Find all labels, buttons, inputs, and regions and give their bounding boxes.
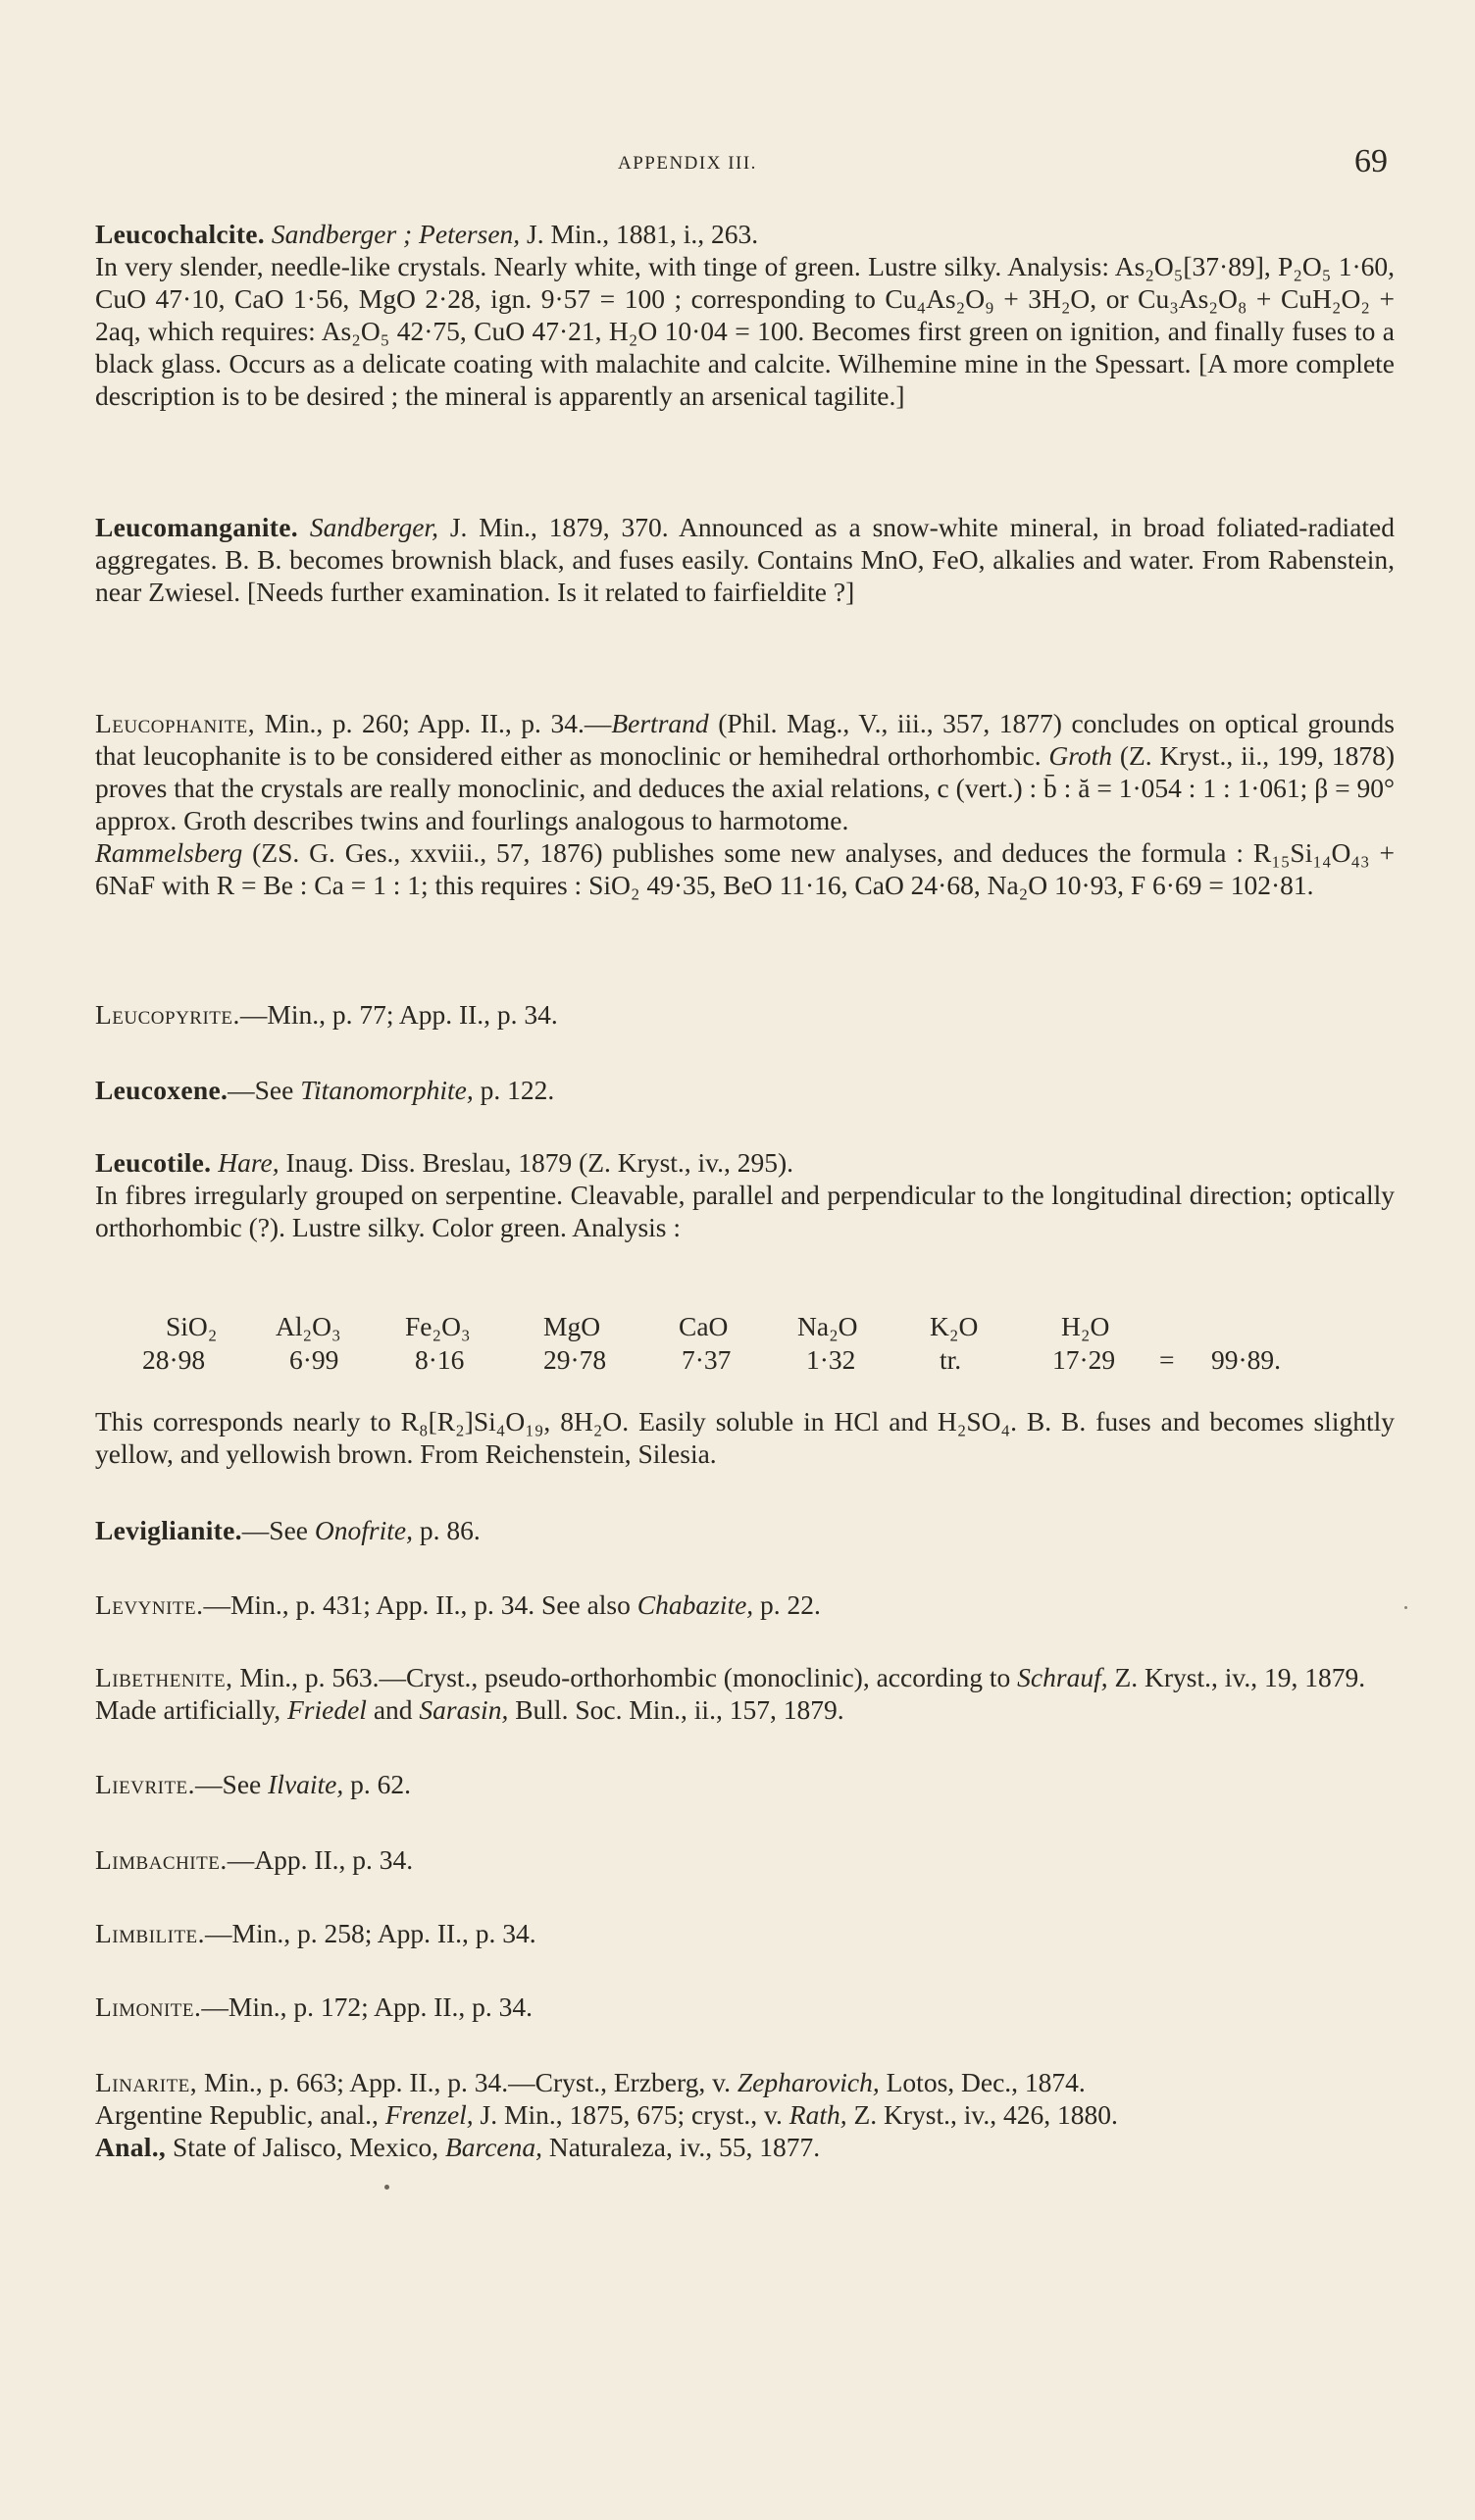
print-speck <box>384 2185 389 2190</box>
cross-reference: Ilvaite, <box>268 1769 344 1799</box>
entry-leviglianite <box>95 1514 1395 1546</box>
entry-text: —See <box>241 1515 315 1545</box>
entry-title: Leviglianite. <box>95 1515 242 1545</box>
entry-text: Bull. Soc. Min., ii., 157, 1879. <box>508 1694 844 1725</box>
analysis-header: Na₂O <box>797 1311 858 1341</box>
entry-author: Rath, <box>788 2099 847 2130</box>
entry-leucomanganite <box>95 511 1395 608</box>
entry-libethenite <box>95 1661 1395 1726</box>
analysis-header: SiO₂ <box>166 1311 218 1341</box>
entry-authors: Sandberger, <box>309 512 438 542</box>
analysis-value: tr. <box>940 1344 962 1375</box>
cross-reference: Onofrite, <box>314 1515 413 1545</box>
entry-leucotile-conclusion <box>95 1405 1395 1470</box>
print-speck <box>1404 1606 1407 1609</box>
entry-author: Hare, <box>218 1147 280 1178</box>
entry-title: Leucotile. <box>95 1147 212 1178</box>
analysis-total: 99·89. <box>1211 1344 1282 1375</box>
page-number: 69 <box>1354 143 1388 179</box>
cross-reference: Chabazite, <box>636 1589 754 1620</box>
entry-text: J. Min., 1875, 675; cryst., v. <box>473 2099 789 2130</box>
entry-title: Limbilite. <box>95 1918 206 1948</box>
analysis-header: H₂O <box>1061 1311 1110 1341</box>
analysis-header: Al₂O₃ <box>276 1311 341 1341</box>
entry-text: Made artificially, <box>95 1694 287 1725</box>
entry-text: (ZS. G. Ges., xxviii., 57, 1876) publishes some new analyses, and deduces the formula : R₁₅Si₁₄O₄₃ + 6NaF with R = Be : Ca = 1 : 1; this requires : SiO₂ 49·35, BeO 11·16, CaO 24·68, Na₂O 10·93, F 6·69 = 102·81. <box>95 837 1395 900</box>
entry-title: Leucophanite, <box>95 708 256 738</box>
entry-text: p. 86. <box>412 1515 481 1545</box>
entry-leucotile <box>95 1146 1395 1243</box>
entry-title: Levynite. <box>95 1589 204 1620</box>
entry-author: Bertrand <box>611 708 709 738</box>
analysis-value: 7·37 <box>682 1344 732 1375</box>
entry-text: —Min., p. 77; App. II., p. 34. <box>239 999 558 1030</box>
entry-title: Leucopyrite. <box>95 999 240 1030</box>
entry-text: p. 22. <box>753 1589 821 1620</box>
entry-text: —Min., p. 431; App. II., p. 34. See also <box>203 1589 637 1620</box>
entry-text: Naturaleza, iv., 55, 1877. <box>542 2132 821 2162</box>
analysis-header: MgO <box>543 1311 601 1341</box>
entry-text: In very slender, needle-like crystals. Nearly white, with tinge of green. Lustre silky. Analysis: As₂O₅[37·89], P₂O₅ 1·60, CuO 47·10, CaO 1·56, MgO 2·28, ign. 9·57 = 100 ; corresponding to Cu₄As₂O₉ + 3H₂O, or Cu₃As₂O₈ + CuH₂O₂ + 2aq, which requires: As₂O₅ 42·75, CuO 47·21, H₂O 10·04 = 100. Becomes first green on ignition, and finally fuses to a black glass. Occurs as a delicate coating with malachite and calcite. Wilhemine mine in the Spessart. [A more complete description is to be desired ; the mineral is apparently an arsenical tagilite.] <box>95 251 1395 411</box>
analysis-value: 17·29 <box>1052 1344 1116 1375</box>
entry-text: and <box>366 1694 420 1725</box>
entry-reference: J. Min., 1881, i., 263. <box>520 219 759 249</box>
entry-lievrite <box>95 1768 1395 1800</box>
analysis-value: 8·16 <box>415 1344 465 1375</box>
entry-authors: Sandberger ; Petersen, <box>271 219 521 249</box>
entry-author: Rammelsberg <box>95 837 243 868</box>
entry-leucoxene <box>95 1074 1395 1106</box>
entry-author: Schrauf, <box>1017 1662 1108 1692</box>
entry-text: p. 122. <box>473 1075 555 1105</box>
entry-title: Libethenite, <box>95 1662 233 1692</box>
entry-title: Limbachite. <box>95 1844 228 1875</box>
entry-text: State of Jalisco, Mexico, <box>166 2132 445 2162</box>
entry-title: Leucomanganite. <box>95 512 298 542</box>
cross-reference: Titanomorphite, <box>300 1075 474 1105</box>
analysis-value-row <box>142 1343 1319 1377</box>
entry-text: Lotos, Dec., 1874. <box>879 2067 1086 2097</box>
entry-text: —App. II., p. 34. <box>227 1844 414 1875</box>
analysis-value: 28·98 <box>142 1344 206 1375</box>
entry-leucochalcite <box>95 218 1395 412</box>
entry-text: p. 62. <box>343 1769 412 1799</box>
entry-text: —Min., p. 172; App. II., p. 34. <box>201 1991 534 2022</box>
entry-linarite <box>95 2066 1395 2163</box>
entry-text: Z. Kryst., iv., 426, 1880. <box>846 2099 1118 2130</box>
entry-levynite <box>95 1588 1395 1621</box>
analysis-header-row <box>142 1310 1319 1343</box>
entry-text: Z. Kryst., iv., 19, 1879. <box>1107 1662 1366 1692</box>
analysis-table <box>142 1310 1319 1377</box>
entry-title: Lievrite. <box>95 1769 196 1799</box>
entry-text: Min., p. 563.—Cryst., pseudo-orthorhombic (monoclinic), according to <box>232 1662 1018 1692</box>
entry-author: Zepharovich, <box>737 2067 880 2097</box>
entry-author: Frenzel, <box>384 2099 474 2130</box>
analysis-header: K₂O <box>930 1311 979 1341</box>
entry-text: —Min., p. 258; App. II., p. 34. <box>205 1918 536 1948</box>
entry-title: Limonite. <box>95 1991 202 2022</box>
analysis-value: 6·99 <box>289 1344 339 1375</box>
entry-text: —See <box>195 1769 269 1799</box>
entry-text: In fibres irregularly grouped on serpentine. Cleavable, parallel and perpendicular to the longitudinal direction; optically orthorhombic (?). Lustre silky. Color green. Analysis : <box>95 1180 1395 1242</box>
entry-text: This corresponds nearly to R₈[R₂]Si₄O₁₉, 8H₂O. Easily soluble in HCl and H₂SO₄. B. B. fuses and becomes slightly yellow, and yellowish brown. From Reichenstein, Silesia. <box>95 1406 1395 1469</box>
entry-text: Min., p. 260; App. II., p. 34.— <box>255 708 612 738</box>
analysis-header: Fe₂O₃ <box>405 1311 471 1341</box>
analysis-value: 1·32 <box>806 1344 856 1375</box>
entry-leucopyrite <box>95 998 1395 1031</box>
analysis-value: 29·78 <box>543 1344 607 1375</box>
entry-text: Min., p. 663; App. II., p. 34.—Cryst., Erzberg, v. <box>197 2067 738 2097</box>
entry-author: Barcena, <box>444 2132 543 2162</box>
entry-text: (Phil. Mag., V., iii., 357, 1877) concludes on optical grounds that leucophanite is to be considered either as monoclinic or hemihedral orthorhombic. <box>95 708 1395 771</box>
running-head: APPENDIX III. <box>618 153 757 174</box>
entry-title: Linarite, <box>95 2067 198 2097</box>
entry-author: Groth <box>1048 740 1113 771</box>
entry-author: Friedel <box>286 1694 367 1725</box>
entry-reference: Inaug. Diss. Breslau, 1879 (Z. Kryst., iv., 295). <box>279 1147 794 1178</box>
entry-text: Argentine Republic, anal., <box>95 2099 385 2130</box>
entry-text: Anal., <box>95 2132 167 2162</box>
entry-leucophanite <box>95 707 1395 901</box>
entry-limbilite <box>95 1917 1395 1949</box>
entry-title: Leucoxene. <box>95 1075 229 1105</box>
analysis-equals: = <box>1159 1344 1175 1375</box>
analysis-header: CaO <box>679 1311 729 1341</box>
entry-author: Sarasin, <box>419 1694 509 1725</box>
entry-text: (Z. Kryst., ii., 199, 1878) proves that the crystals are really monoclinic, and deduces the axial relations, c (vert.) : b̄ : ă = 1·054 : 1 : 1·061; β = 90° approx. Groth describes twins and fourlings analogous to harmotome. <box>95 740 1395 835</box>
entry-limbachite <box>95 1843 1395 1876</box>
entry-title: Leucochalcite. <box>95 219 265 249</box>
entry-text: —See <box>228 1075 301 1105</box>
entry-text: J. Min., 1879, 370. Announced as a snow-white mineral, in broad foliated-radiated aggregates. B. B. becomes brownish black, and fuses easily. Contains MnO, FeO, alkalies and water. From Rabenstein, near Zwiesel. [Needs further examination. Is it related to fairfieldite ?] <box>95 512 1395 607</box>
page-header <box>93 143 1407 196</box>
entry-limonite <box>95 1991 1395 2023</box>
